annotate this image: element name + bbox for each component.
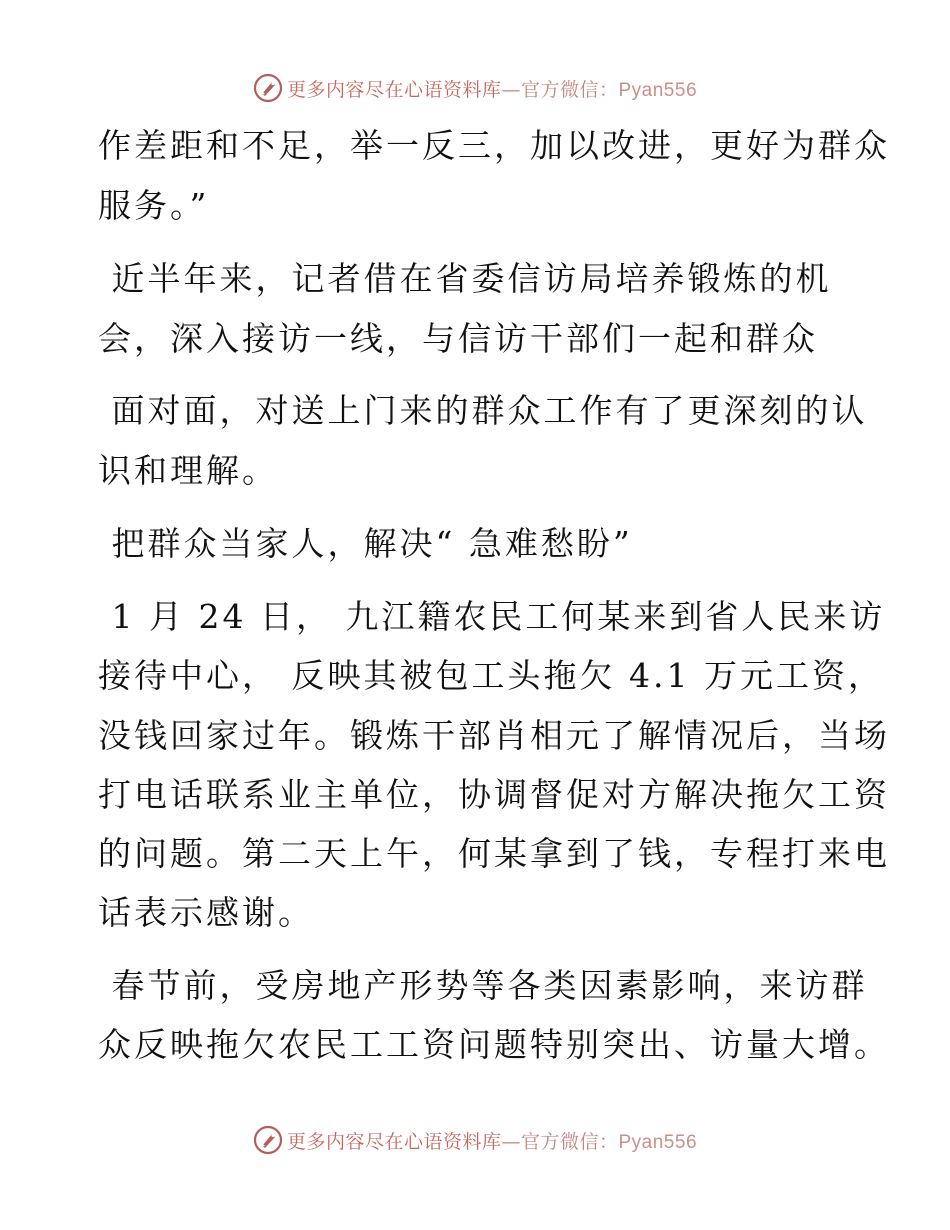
pen-nib-seal-icon xyxy=(253,1125,283,1155)
pen-nib-seal-icon xyxy=(253,73,283,103)
watermark-brand: 更多内容尽在心语资料库 xyxy=(286,1130,502,1153)
text-line: 接待中心， 反映其被包工头拖欠 4.1 万元工资， xyxy=(98,656,884,695)
text-line: 话表示感谢。 xyxy=(98,893,314,932)
text-line: 的问题。第二天上午，何某拿到了钱，专程打来电 xyxy=(98,834,890,873)
watermark-text xyxy=(287,75,697,102)
watermark-separator: — xyxy=(501,78,521,101)
watermark-wechat-label: 官方微信： xyxy=(520,1130,619,1153)
text-line: 会，深入接访一线，与信访干部们一起和群众 xyxy=(98,319,818,358)
text-line: 服务。” xyxy=(98,186,210,225)
text-line: 近半年来，记者借在省委信访局培养锻炼的机 xyxy=(98,259,832,298)
text-line: 识和理解。 xyxy=(98,451,278,490)
header-watermark xyxy=(0,70,950,106)
watermark-text xyxy=(287,1127,697,1154)
text-line: 春节前，受房地产形势等各类因素影响，来访群 xyxy=(98,966,868,1005)
text-line: 没钱回家过年。锻炼干部肖相元了解情况后，当场 xyxy=(98,716,890,755)
watermark-wechat-id: Pyan556 xyxy=(618,79,698,101)
footer-watermark xyxy=(0,1122,950,1158)
watermark-wechat-id: Pyan556 xyxy=(618,1131,698,1153)
text-line: 面对面，对送上门来的群众工作有了更深刻的认 xyxy=(98,391,868,430)
watermark-brand: 更多内容尽在心语资料库 xyxy=(286,78,502,101)
watermark-separator: — xyxy=(501,1130,521,1153)
text-line: 众反映拖欠农民工工资问题特别突出、访量大增。 xyxy=(98,1025,890,1064)
text-line: 打电话联系业主单位，协调督促对方解决拖欠工资 xyxy=(98,775,890,814)
text-line: 作差距和不足，举一反三，加以改进，更好为群众 xyxy=(98,126,890,165)
text-line: 把群众当家人，解决“ 急难愁盼” xyxy=(98,524,633,563)
watermark-wechat-label: 官方微信： xyxy=(520,78,619,101)
text-line: 1 月 24 日， 九江籍农民工何某来到省人民来访 xyxy=(98,597,886,636)
